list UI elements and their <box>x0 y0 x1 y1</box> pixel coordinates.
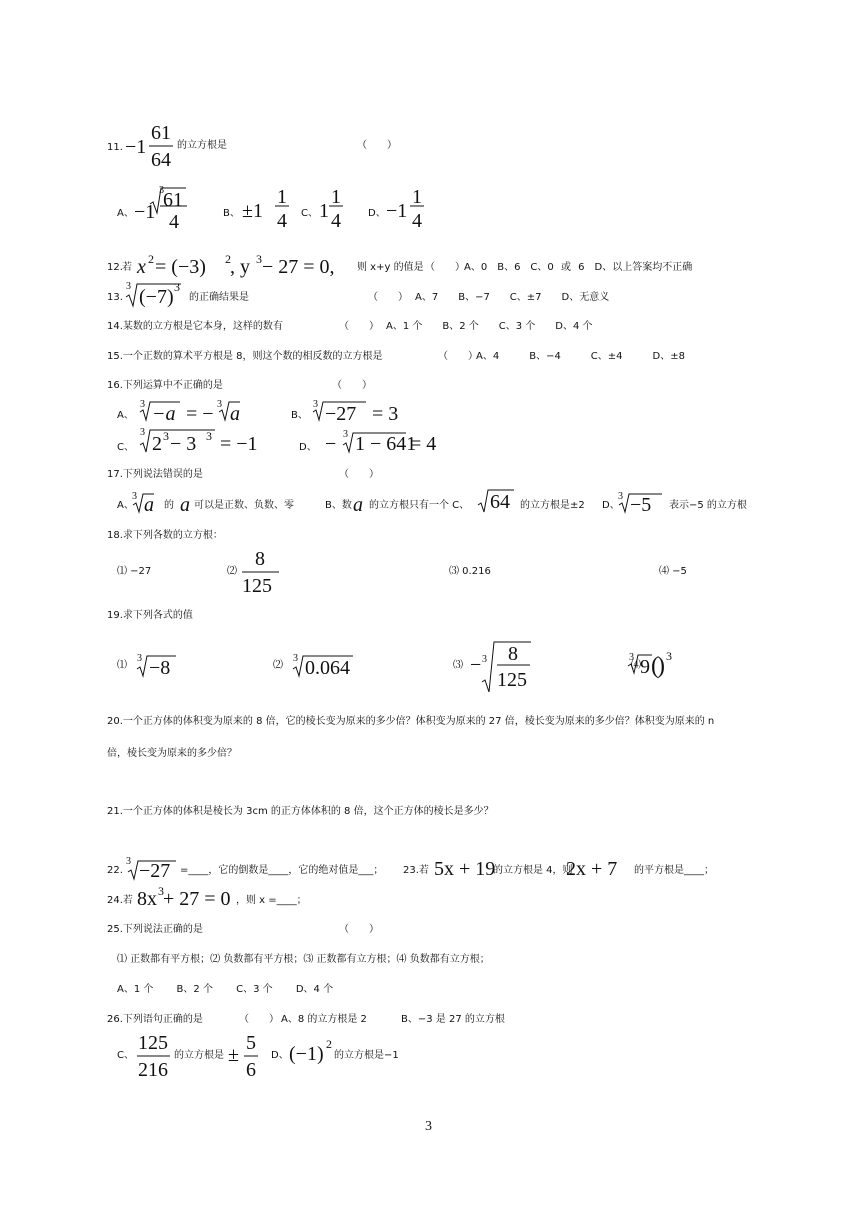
q22-text: =____，它的倒数是____，它的绝对值是___； <box>180 865 384 876</box>
q14-answer-blank: （ ） <box>339 321 379 332</box>
q12-math-exp1: 2 <box>148 252 154 266</box>
q16-d-index: 3 <box>343 429 348 440</box>
q26-c-denominator: 216 <box>138 1059 168 1081</box>
q22-radicand: −27 <box>139 860 171 882</box>
q24-expr-base: 8x <box>137 888 157 910</box>
q17-answer-blank: （ ） <box>339 469 379 480</box>
q12-number: 12. <box>107 262 123 273</box>
q18-part2-denominator: 125 <box>242 575 272 597</box>
q19-part2-label: ⑵ <box>273 660 283 671</box>
q16-c-result: = −1 <box>220 433 258 455</box>
q11-option-a-numerator: 61 <box>163 189 183 211</box>
q24-expr-rest: + 27 = 0 <box>163 888 231 910</box>
q16-d-result: = 4 <box>410 433 437 455</box>
q16-answer-blank: （ ） <box>332 380 372 391</box>
q11-option-d-numerator: 1 <box>412 186 422 208</box>
q17-option-d-label: D、 <box>602 500 620 511</box>
q19-part2-index: 3 <box>293 653 298 664</box>
q12-stem: 则 x+y 的值是 <box>357 262 424 273</box>
q23-prefix: 23.若 <box>403 865 429 876</box>
q13-radicand: (−7) <box>139 286 174 308</box>
q26-c-plusminus: ± <box>228 1044 239 1066</box>
q20-line1: 20.一个正方体的体积变为原来的 8 倍，它的棱长变为原来的多少倍？体积变为原来的 27 倍，棱长变为原来的多少倍？体积变为原来的 n <box>107 716 715 727</box>
q16-option-b-label: B、 <box>291 410 308 421</box>
q16-b-radicand: −27 <box>325 403 357 425</box>
q17-d-index: 3 <box>618 491 623 502</box>
q17-d-text: 表示−5 的立方根 <box>669 500 747 511</box>
q25-stem: 25.下列说法正确的是 <box>107 924 203 935</box>
q17-c-text: 的立方根是±2 <box>520 500 585 511</box>
q26-answer-blank: （ ） <box>239 1014 279 1025</box>
q19-part1-label: ⑴ <box>117 660 127 671</box>
q17-option-a-label: A、 <box>117 500 134 511</box>
q12-answer-blank: （ ） <box>425 262 465 273</box>
q19-stem: 19.求下列各式的值 <box>107 610 193 621</box>
q26-d-text: 的立方根是−1 <box>334 1050 399 1061</box>
q26-stem: 26.下列语句正确的是 <box>107 1014 203 1025</box>
q17-a-text2: 可以是正数、负数、零 <box>194 500 294 511</box>
q16-b-index: 3 <box>313 399 318 410</box>
q13-number: 13. <box>107 292 123 303</box>
q16-option-d-label: D、 <box>299 442 317 453</box>
q26-c-numerator: 125 <box>138 1032 168 1054</box>
q26-option-d-label: D、 <box>271 1050 289 1061</box>
q13-exponent: 3 <box>174 280 180 294</box>
q11-option-d-denominator: 4 <box>412 210 422 232</box>
q25-answer-blank: （ ） <box>339 924 379 935</box>
q26-d-exponent: 2 <box>326 1037 332 1051</box>
q25-statements: ⑴ 正数都有平方根；⑵ 负数都有平方根；⑶ 正数都有立方根；⑷ 负数都有立方根； <box>117 954 490 965</box>
q19-part3-numerator: 8 <box>508 643 518 665</box>
q16-c-base2: − 3 <box>170 433 197 455</box>
q14-options: A、1 个 B、2 个 C、3 个 D、4 个 <box>386 321 593 332</box>
q15-stem: 15.一个正数的算术平方根是 8，则这个数的相反数的立方根是 <box>107 351 383 362</box>
q18-part2-label: ⑵ <box>227 566 237 577</box>
q13-answer-blank: （ ） <box>368 292 408 303</box>
q17-a-radicand: a <box>144 494 154 516</box>
q24-exponent: 3 <box>158 884 164 898</box>
q15-options: A、4 B、−4 C、±4 D、±8 <box>476 351 685 362</box>
q24-text: ，则 x =____； <box>236 895 307 906</box>
q11-number: 11. <box>107 142 123 153</box>
q19-part2-radicand: 0.064 <box>305 657 350 679</box>
q26-option-b: B、−3 是 27 的立方根 <box>401 1014 505 1025</box>
q16-stem: 16.下列运算中不正确的是 <box>107 380 223 391</box>
q12-math-exp2: 2 <box>225 252 231 266</box>
q17-option-b-label: B、数 <box>325 500 352 511</box>
q23-expr1: 5x + 19 <box>434 858 496 880</box>
q16-d-radicand: 1 − 641 <box>355 433 417 455</box>
q18-stem: 18.求下列各数的立方根： <box>107 530 223 541</box>
q11-option-a-label: A、 <box>117 208 134 219</box>
q17-a-text1: 的 <box>164 500 174 511</box>
q19-part3-index: 3 <box>482 654 487 665</box>
q16-option-a-label: A、 <box>117 410 134 421</box>
q19-part4-close-paren: ) <box>657 653 665 679</box>
q11-option-c-label: C、 <box>301 208 318 219</box>
q17-stem: 17.下列说法错误的是 <box>107 469 203 480</box>
q22-number: 22. <box>107 865 123 876</box>
q26-c-frac-denominator: 6 <box>246 1059 256 1081</box>
page-number: 3 <box>425 1119 432 1134</box>
q12-math-eq: = (−3) <box>155 256 206 278</box>
q11-answer-blank: （ ） <box>357 140 397 151</box>
q11-option-b-whole: ±1 <box>242 200 263 222</box>
q19-part4-open-paren: ( <box>651 653 659 679</box>
q11-option-d-label: D、 <box>368 208 386 219</box>
q18-part2-numerator: 8 <box>255 548 265 570</box>
q26-d-expr: (−1) <box>289 1043 324 1065</box>
q12-math-exp3: 3 <box>256 252 262 266</box>
q16-a-radicand1: −a <box>152 403 176 425</box>
q19-part3-label: ⑶ <box>453 660 463 671</box>
q22-index: 3 <box>126 856 131 867</box>
q19-part3-denominator: 125 <box>497 669 527 691</box>
q12-options: A、0 B、6 C、0 或 6 D、以上答案均不正确 <box>464 262 693 273</box>
q16-a-radicand2: a <box>230 403 240 425</box>
q25-options: A、1 个 B、2 个 C、3 个 D、4 个 <box>117 984 334 995</box>
q14-stem: 14.某数的立方根是它本身，这样的数有 <box>107 321 283 332</box>
q16-a-index2: 3 <box>217 399 222 410</box>
q19-part3-minus: − <box>470 654 482 676</box>
q23-expr2: 2x + 7 <box>566 858 618 880</box>
q16-b-result: = 3 <box>372 403 399 425</box>
q17-b-var: a <box>353 494 363 516</box>
q26-c-frac-numerator: 5 <box>246 1032 256 1054</box>
q11-option-a-denominator: 4 <box>169 211 179 233</box>
q26-option-c-label: C、 <box>117 1050 134 1061</box>
q18-part1: ⑴ −27 <box>117 566 152 577</box>
q19-part4-index: 3 <box>629 652 634 663</box>
q16-a-index1: 3 <box>140 399 145 410</box>
q13-options: A、7 B、−7 C、±7 D、无意义 <box>415 292 610 303</box>
q12-math-y: , y <box>230 256 250 278</box>
q18-part4: ⑷ −5 <box>659 566 687 577</box>
q26-c-text: 的立方根是 <box>174 1050 224 1061</box>
q19-part1-radicand: −8 <box>149 657 171 679</box>
q12-math-eq2: − 27 = 0, <box>262 256 335 278</box>
q16-c-index: 3 <box>140 427 145 438</box>
q11-numerator: 61 <box>151 122 171 144</box>
q16-c-exp2: 3 <box>206 429 212 443</box>
q11-option-a-whole: −1 <box>134 201 156 223</box>
q24-prefix: 24.若 <box>107 895 133 906</box>
q16-c-base1: 2 <box>152 433 162 455</box>
q19-part4-radicand: 9 <box>640 656 650 678</box>
q11-whole: −1 <box>125 136 147 158</box>
q13-root-index: 3 <box>126 281 131 292</box>
q18-part3: ⑶ 0.216 <box>449 566 491 577</box>
q12-prefix: 若 <box>122 262 132 273</box>
q11-option-b-denominator: 4 <box>277 210 287 232</box>
q11-stem: 的立方根是 <box>177 140 227 151</box>
q21-stem: 21.一个正方体的体积是棱长为 3cm 的正方体体积的 8 倍，这个正方体的棱长是多少？ <box>107 806 494 817</box>
q20-line2: 倍，棱长变为原来的多少倍？ <box>107 748 237 759</box>
q11-option-b-label: B、 <box>223 208 240 219</box>
q11-option-c-numerator: 1 <box>331 186 341 208</box>
q16-c-exp1: 3 <box>163 429 169 443</box>
q11-option-c-whole: 1 <box>319 200 329 222</box>
q17-c-radicand: 64 <box>490 491 510 513</box>
q19-part4-exponent: 3 <box>666 649 672 663</box>
q12-math-x: x <box>137 256 146 278</box>
q17-d-radicand: −5 <box>630 494 652 516</box>
q16-a-equals: = − <box>186 403 214 425</box>
q19-part4-label: ⑷ <box>631 660 641 671</box>
q11-option-b-numerator: 1 <box>277 186 287 208</box>
q11-option-c-denominator: 4 <box>331 210 341 232</box>
q23-text2: 的平方根是____； <box>634 865 714 876</box>
q26-option-a: A、8 的立方根是 2 <box>281 1014 367 1025</box>
q17-b-text: 的立方根只有一个 C、 <box>369 500 470 511</box>
q11-denominator: 64 <box>151 149 171 171</box>
q15-answer-blank: （ ） <box>438 351 478 362</box>
q17-a-var: a <box>180 494 190 516</box>
q11-option-d-whole: −1 <box>386 200 408 222</box>
q17-a-index: 3 <box>132 491 137 502</box>
q23-text1: 的立方根是 4，则 <box>493 865 573 876</box>
q16-option-c-label: C、 <box>117 442 134 453</box>
q19-part1-index: 3 <box>137 653 142 664</box>
q16-d-minus: − <box>325 433 337 455</box>
q11-option-a-index: 3 <box>159 185 164 196</box>
q13-stem: 的正确结果是 <box>189 292 249 303</box>
